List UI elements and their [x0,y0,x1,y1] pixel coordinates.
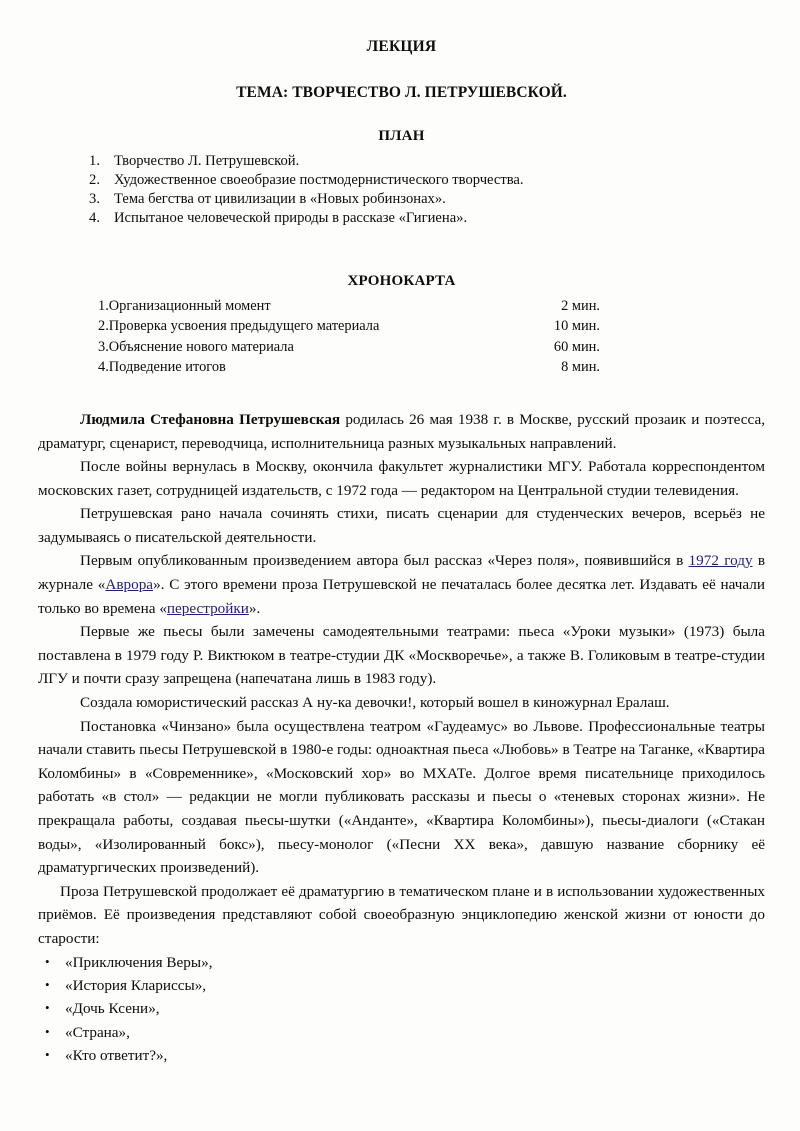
chronocard-row-label: 3.Объяснение нового материала [98,338,294,355]
bullet-icon: • [45,953,50,969]
chronocard-row-time: 60 мин. [553,338,600,355]
works-list-item [38,974,765,997]
chronocard-row [38,357,765,378]
paragraph-prose: Проза Петрушевской продолжает её драматургию в тематическом плане и в использовании художественных приёмов. Её произведения представляют собой своеобразную энциклопедию женской жизни от юности до старости: [38,882,765,947]
plan-item [38,190,765,209]
chronocard-row-label: 4.Подведение итогов [98,359,226,376]
works-list-item-label: «Приключения Веры», [65,953,213,971]
text-segment: Первым опубликованным произведением автора был рассказ «Через поля», появившийся в [80,552,689,570]
plan-item-label: Творчество Л. Петрушевской. [114,152,300,169]
chronocard-row [38,296,765,317]
link-1972-god[interactable]: 1972 году [688,552,753,570]
paragraph-biography [38,408,765,455]
text-segment: в журнале « [38,552,766,594]
works-list-item [38,997,765,1020]
plan-heading: ПЛАН [378,128,425,145]
plan-item-number: 1. [89,152,100,169]
paragraph-productions: Постановка «Чинзано» была осуществлена театром «Гаудеамус» во Львове. Профессиональные театры начали ставить пьесы Петрушевской в 1980-е годы: одноактная пьеса «Любовь» в Театре на Таганке, «Квартира Коломбины» в «Современнике», «Московский хор» во МХАТе. Долгое время писательнице приходилось работать «в стол» — редакции не могли публиковать рассказы и пьесы о «теневых сторонах жизни». Не прекращала работы, создавая пьесы-шутки («Анданте», «Квартира Коломбины»), пьесы-диалоги («Стакан воды», «Изолированный бокс»), пьесу-монолог («Песни XX века», давшую название сборнику её драматургических произведений). [38,717,766,877]
works-list-item-label: «Кто ответит?», [65,1047,168,1065]
paragraph-first-publication [38,549,765,620]
text-segment: ». С этого времени проза Петрушевской не печаталась более десятка лет. Издавать её начали только во времена « [38,576,765,617]
plan-item [38,209,765,228]
plan-item-label: Художественное своеобразие постмодернистического творчества. [114,171,524,188]
bullet-icon: • [45,1000,50,1016]
bullet-icon: • [45,1023,50,1039]
chronocard-row-label: 2.Проверка усвоения предыдущего материала [98,318,380,335]
plan-item-number: 4. [89,210,100,227]
chronocard-row-time: 8 мин. [561,359,600,376]
chronocard-row [38,316,765,337]
document-title: ЛЕКЦИЯ [366,38,437,55]
paragraph-early-writing: Петрушевская рано начала сочинять стихи, писать сценарии для студенческих вечеров, всерьёз не задумываясь о писательской деятельности. [38,505,765,546]
bullet-icon: • [45,976,50,992]
plan-item-number: 2. [89,171,100,188]
chronocard-row-time: 10 мин. [553,318,600,335]
body-text [38,378,765,1068]
document-subtitle: ТЕМА: ТВОРЧЕСТВО Л. ПЕТРУШЕВСКОЙ. [236,84,567,102]
works-list-item-label: «История Клариссы», [65,976,207,994]
paragraph-humorous-story: Создала юмористический рассказ А ну-ка девочки!, который вошел в киножурнал Ералаш. [80,694,670,712]
link-perestroyka[interactable]: перестройки [166,599,249,617]
works-list [38,951,765,1068]
chronocard-row-label: 1.Организационный момент [98,297,271,314]
chronocard-list [38,296,765,378]
plan-item [38,171,765,190]
works-list-item [38,1021,765,1044]
author-name: Людмила Стефановна Петрушевская [80,410,341,428]
plan-item-label: Испытаное человеческой природы в рассказе «Гигиена». [114,210,468,227]
chronocard-heading: ХРОНОКАРТА [347,273,456,290]
works-list-item [38,951,765,974]
link-avrora[interactable]: Аврора [105,576,154,594]
plan-item-label: Тема бегства от цивилизации в «Новых робинзонах». [114,191,446,207]
works-list-item-label: «Страна», [65,1023,130,1041]
works-list-item-label: «Дочь Ксени», [65,1000,160,1018]
text-segment: ». [248,599,261,617]
plan-list [38,152,765,229]
bullet-icon: • [45,1047,50,1063]
chronocard-row-time: 2 мин. [561,297,600,314]
plan-item-number: 3. [89,191,100,207]
chronocard-row [38,337,765,358]
works-list-item [38,1044,765,1067]
paragraph-after-war: После войны вернулась в Москву, окончила факультет журналистики МГУ. Работала корреспондентом московских газет, сотрудницей издательств, с 1972 года — редактором на Центральной студии телевидения. [38,458,765,499]
paragraph-first-plays: Первые же пьесы были замечены самодеятельными театрами: пьеса «Уроки музыки» (1973) была поставлена в 1979 году Р. Виктюком в театре-студии ДК «Москворечье», а также В. Голиковым в театре-студии ЛГУ и почти сразу запрещена (напечатана лишь в 1983 году). [38,623,765,688]
paragraph-biography-rest: родилась 26 мая 1938 г. в Москве, русский прозаик и поэтесса, драматург, сценарист, переводчица, исполнительница разных музыкальных направлений. [38,410,765,452]
plan-item [38,152,765,171]
